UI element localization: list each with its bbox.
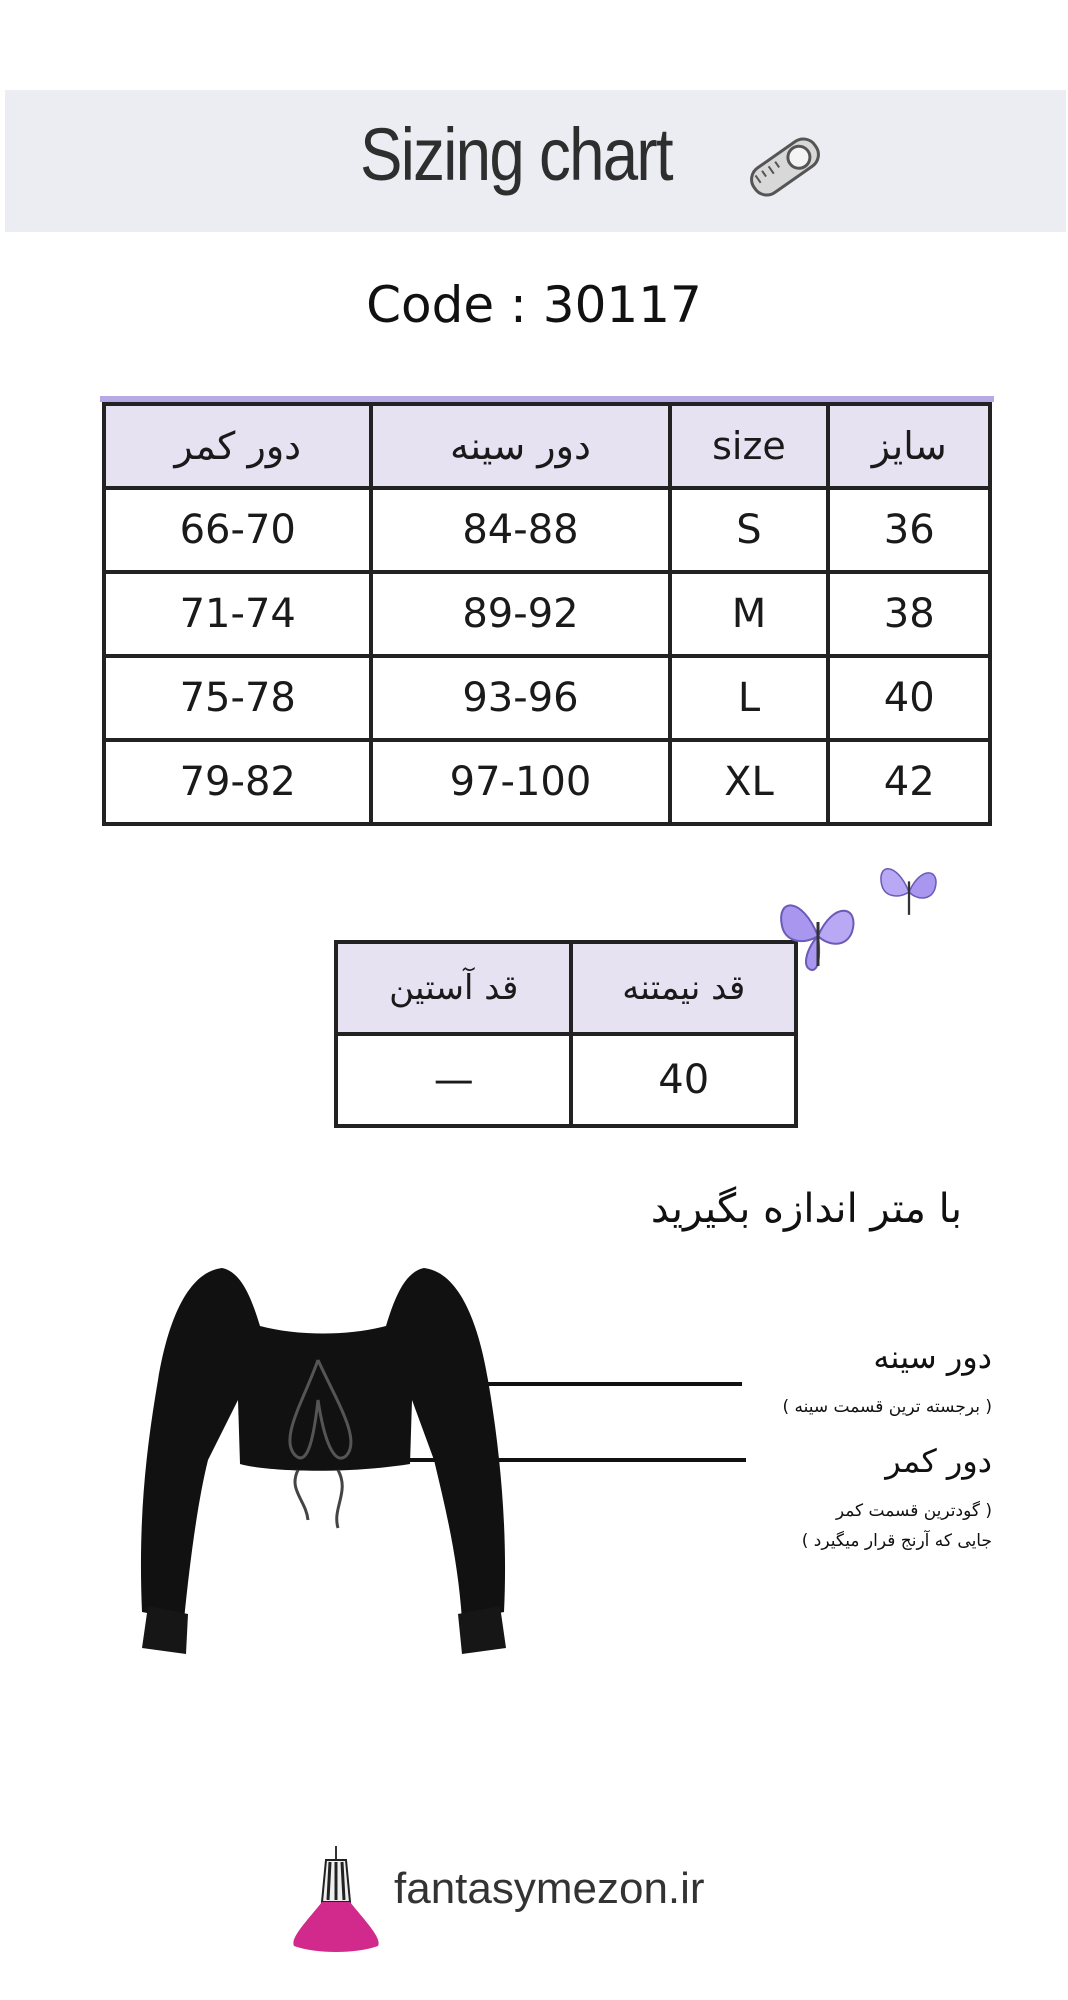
measure-title: با متر اندازه بگیرید bbox=[650, 1186, 962, 1232]
butterfly-icon bbox=[772, 886, 864, 978]
chest-cell: 97-100 bbox=[371, 740, 669, 824]
chest-cell: 84-88 bbox=[371, 488, 669, 572]
chest-note: ( برجسته ترین قسمت سینه ) bbox=[782, 1397, 992, 1417]
waist-cell: 75-78 bbox=[104, 656, 371, 740]
header-waist: دور کمر bbox=[104, 404, 371, 488]
sleeve-length-cell: — bbox=[336, 1034, 571, 1126]
size-table-header bbox=[104, 404, 990, 488]
table-row bbox=[104, 488, 990, 572]
butterfly-icon bbox=[874, 854, 944, 924]
chest-cell: 89-92 bbox=[371, 572, 669, 656]
waist-cell: 66-70 bbox=[104, 488, 371, 572]
header-size-fa: سایز bbox=[828, 404, 990, 488]
header-size-en: size bbox=[670, 404, 829, 488]
size-number-cell: 38 bbox=[828, 572, 990, 656]
header-top-length: قد نیمتنه bbox=[571, 942, 796, 1034]
table-row bbox=[336, 1034, 796, 1126]
size-number-cell: 36 bbox=[828, 488, 990, 572]
header-sleeve-length: قد آستین bbox=[336, 942, 571, 1034]
waist-note-line-2: جایی که آرنج قرار میگیرد ) bbox=[801, 1531, 992, 1551]
brand-logo bbox=[286, 1842, 386, 1962]
table-row bbox=[104, 572, 990, 656]
waist-pointer-line bbox=[386, 1458, 746, 1462]
size-cell: XL bbox=[670, 740, 829, 824]
waist-note-line-1: ( گودترین قسمت کمر bbox=[835, 1501, 992, 1521]
waist-cell: 71-74 bbox=[104, 572, 371, 656]
chest-pointer-line bbox=[386, 1382, 742, 1386]
chest-label: دور سینه bbox=[873, 1338, 992, 1376]
measuring-tape-icon bbox=[742, 124, 828, 210]
size-cell: L bbox=[670, 656, 829, 740]
length-table-header bbox=[336, 942, 796, 1034]
table-row bbox=[104, 740, 990, 824]
size-cell: S bbox=[670, 488, 829, 572]
waist-label: دور کمر bbox=[885, 1442, 992, 1480]
header-chest: دور سینه bbox=[371, 404, 669, 488]
site-url: fantasymezon.ir bbox=[394, 1864, 705, 1913]
size-table bbox=[102, 402, 992, 826]
size-number-cell: 40 bbox=[828, 656, 990, 740]
waist-cell: 79-82 bbox=[104, 740, 371, 824]
length-table bbox=[334, 940, 798, 1128]
table-row bbox=[104, 656, 990, 740]
chest-cell: 93-96 bbox=[371, 656, 669, 740]
top-length-cell: 40 bbox=[571, 1034, 796, 1126]
page-title: Sizing chart bbox=[360, 113, 672, 196]
product-code: Code : 30117 bbox=[366, 276, 702, 334]
size-cell: M bbox=[670, 572, 829, 656]
size-number-cell: 42 bbox=[828, 740, 990, 824]
